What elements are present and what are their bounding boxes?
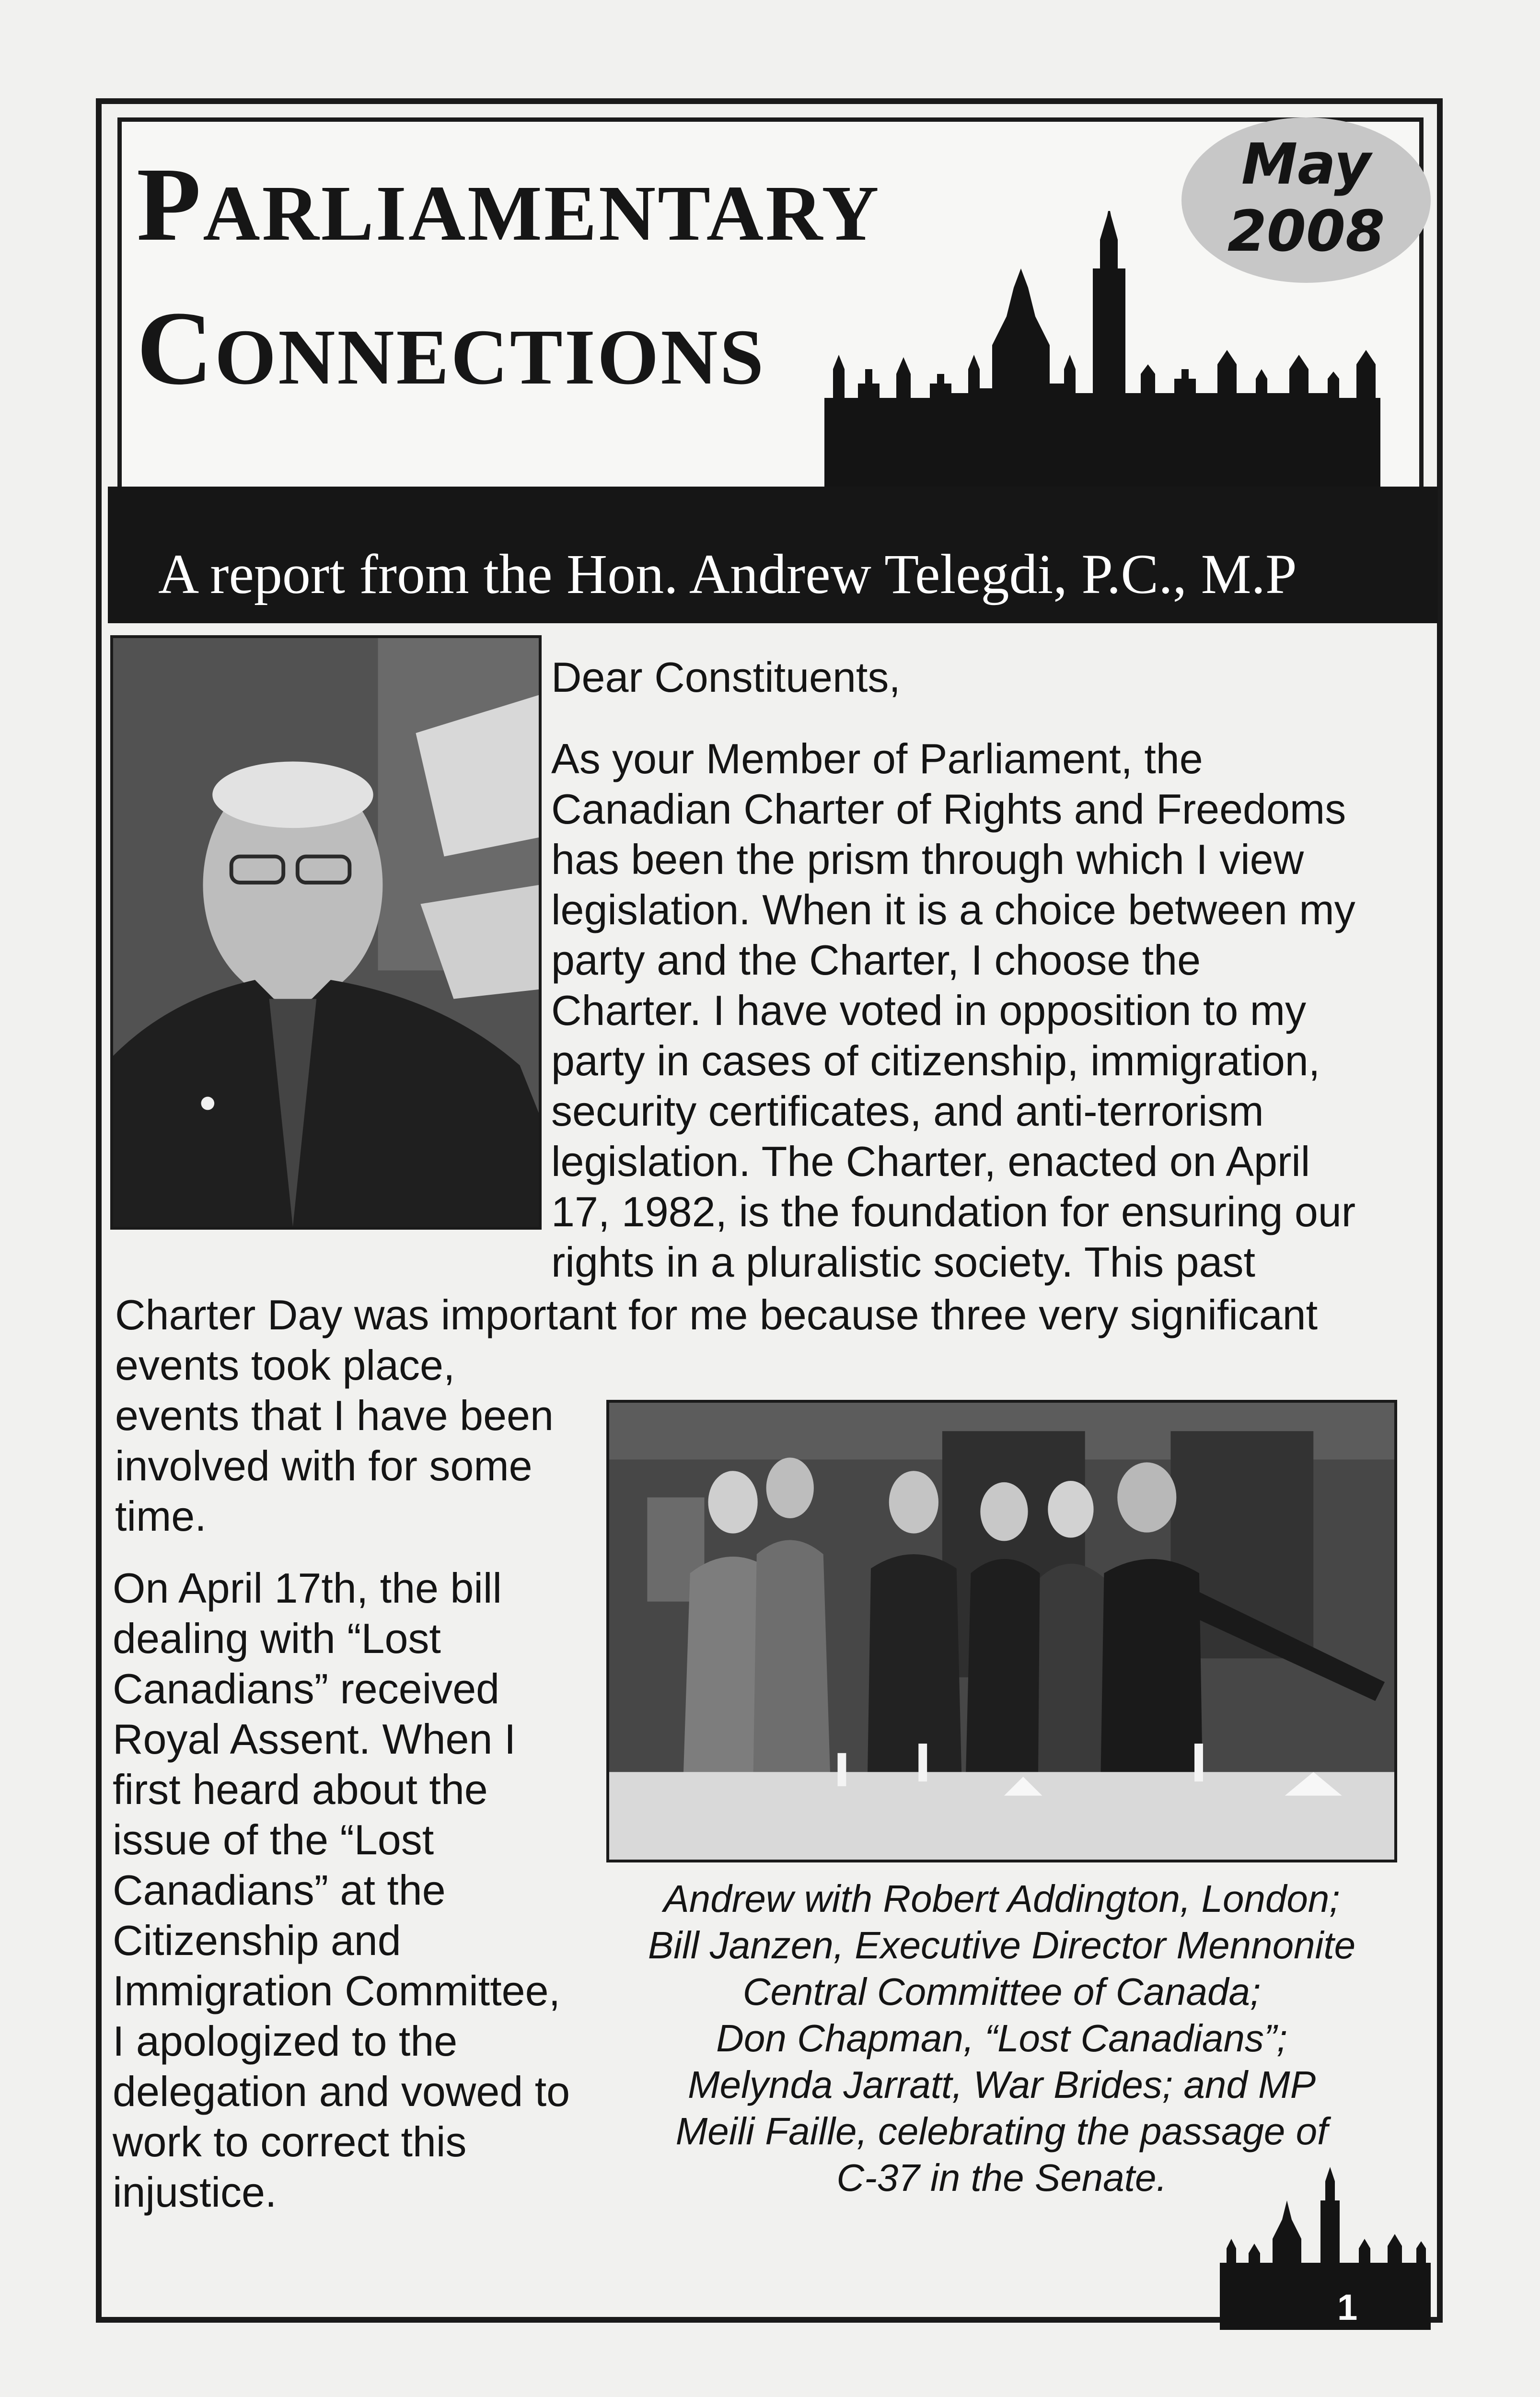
salutation: Dear Constituents, [551, 653, 901, 701]
issue-date-badge [1181, 117, 1431, 283]
issue-month: May [1241, 131, 1371, 197]
page-number: 1 [1337, 2287, 1358, 2328]
group-photo [606, 1400, 1397, 1862]
issue-year: 2008 [1227, 198, 1385, 264]
letter-paragraph-1: As your Member of Parliament, the Canadian Charter of Rights and Freedoms has been the prism through which I view legislation. When it is a choice between my party and the Charter, I choose the Charter. I have voted in opposition to my party in cases of citizenship, immigration, security certificates, and anti-terrorism legislation. The Charter, enacted on April 17, 1982, is the foundation for ensuring our rights in a pluralistic society. This past [551, 735, 1356, 1286]
letter-paragraph-1-continued: Charter Day was important for me because three very significant events took place, [115, 1291, 1318, 1389]
newsletter-title-line2: CONNECTIONS [137, 290, 766, 407]
letter-paragraph-1-end: events that I have been involved with for some time. [115, 1392, 554, 1540]
report-banner-text: A report from the Hon. Andrew Telegdi, P.C., M.P [158, 543, 1297, 605]
parliament-skyline-small-icon [1220, 2167, 1431, 2330]
newsletter-title-line1: PARLIAMENTARY [137, 146, 881, 263]
photo-caption: Andrew with Robert Addington, London; Bill Janzen, Executive Director Mennonite Central Committee of Canada; Don Chapman, “Lost Canadians”; Melynda Jarratt, War Brides; and MP Meili Faille, celebrating the passage of C-37 in the Senate. [648, 1877, 1356, 2199]
letter-paragraph-2: On April 17th, the bill dealing with “Lost Canadians” received Royal Assent. When I first heard about the issue of the “Lost Canadians” at the Citizenship and Immigration Committee, I apologized to the delegation and vowed to work to correct this injustice. [113, 1564, 570, 2216]
portrait-photo [110, 635, 542, 1230]
